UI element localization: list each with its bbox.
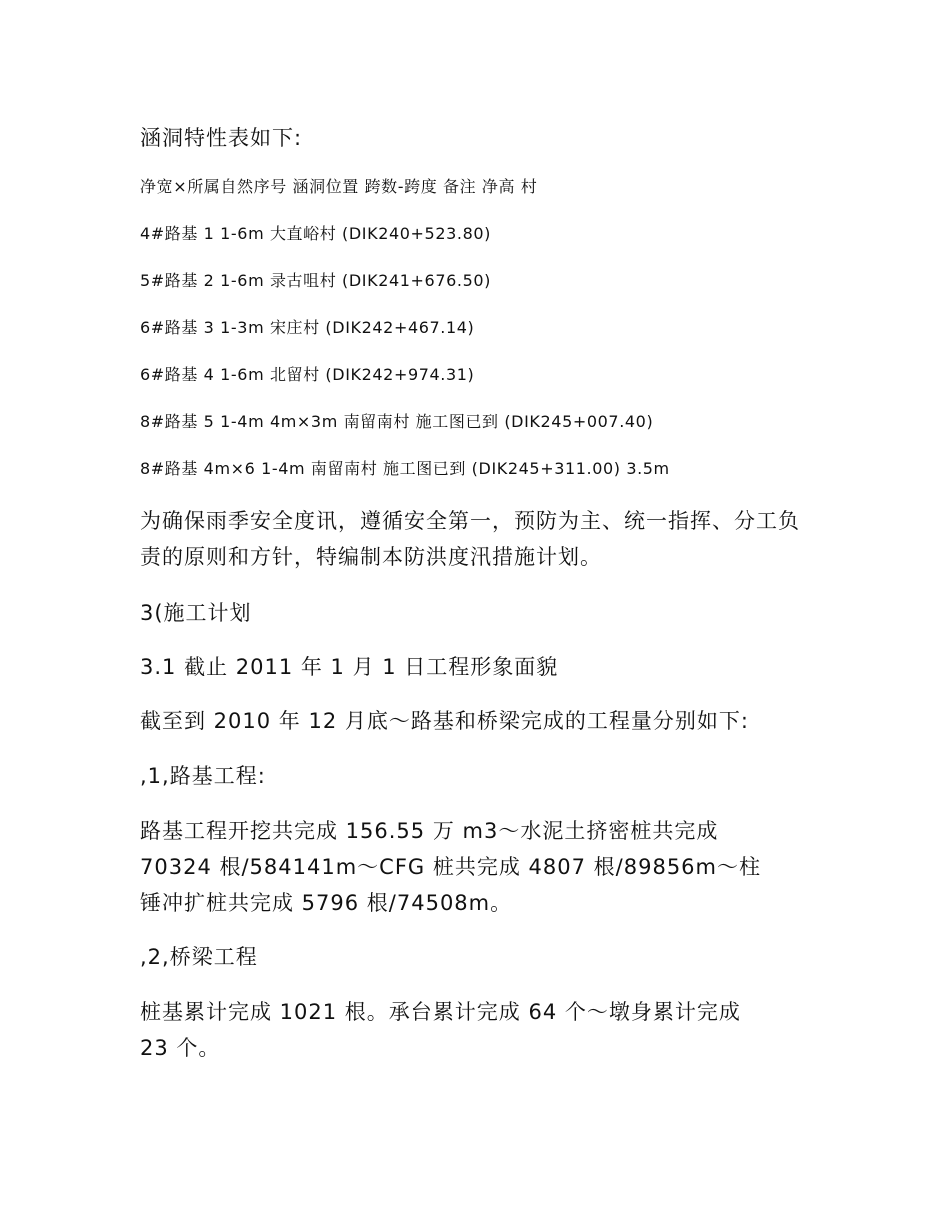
culvert-row: 4#路基 1 1-6m 大直峪村 (DIK240+523.80) [140, 224, 491, 243]
section-heading-3-1: 3.1 截止 2011 年 1 月 1 日工程形象面貌 [140, 655, 559, 679]
subgrade-paragraph-line: 路基工程开挖共完成 156.55 万 m3～水泥土挤密桩共完成 [140, 819, 719, 843]
bridge-paragraph-line: 桩基累计完成 1021 根。承台累计完成 64 个～墩身累计完成 [140, 1000, 741, 1024]
subgrade-paragraph-line: 锤冲扩桩共完成 5796 根/74508m。 [140, 891, 513, 915]
culvert-row: 8#路基 4m×6 1-4m 南留南村 施工图已到 (DIK245+311.00) 3.5m [140, 459, 670, 478]
subgrade-heading: ,1,路基工程: [140, 764, 266, 788]
bridge-paragraph-line: 23 个。 [140, 1036, 221, 1060]
purpose-paragraph: 为确保雨季安全度讯，遵循安全第一，预防为主、统一指挥、分工负责的原则和方针，特编制本防洪度汛措施计划。 [140, 509, 800, 569]
culvert-table-header: 净宽×所属自然序号 涵洞位置 跨数-跨度 备注 净高 村 [140, 177, 538, 196]
section-heading-3: 3(施工计划 [140, 601, 252, 625]
culvert-row: 6#路基 3 1-3m 宋庄村 (DIK242+467.14) [140, 318, 475, 337]
summary-intro: 截至到 2010 年 12 月底～路基和桥梁完成的工程量分别如下: [140, 709, 749, 733]
culvert-row: 8#路基 5 1-4m 4m×3m 南留南村 施工图已到 (DIK245+007.40) [140, 412, 654, 431]
culvert-table-title: 涵洞特性表如下: [140, 126, 303, 150]
culvert-row: 6#路基 4 1-6m 北留村 (DIK242+974.31) [140, 365, 475, 384]
subgrade-paragraph-line: 70324 根/584141m～CFG 桩共完成 4807 根/89856m～柱 [140, 855, 761, 879]
bridge-heading: ,2,桥梁工程 [140, 945, 258, 969]
culvert-row: 5#路基 2 1-6m 录古咀村 (DIK241+676.50) [140, 271, 491, 290]
